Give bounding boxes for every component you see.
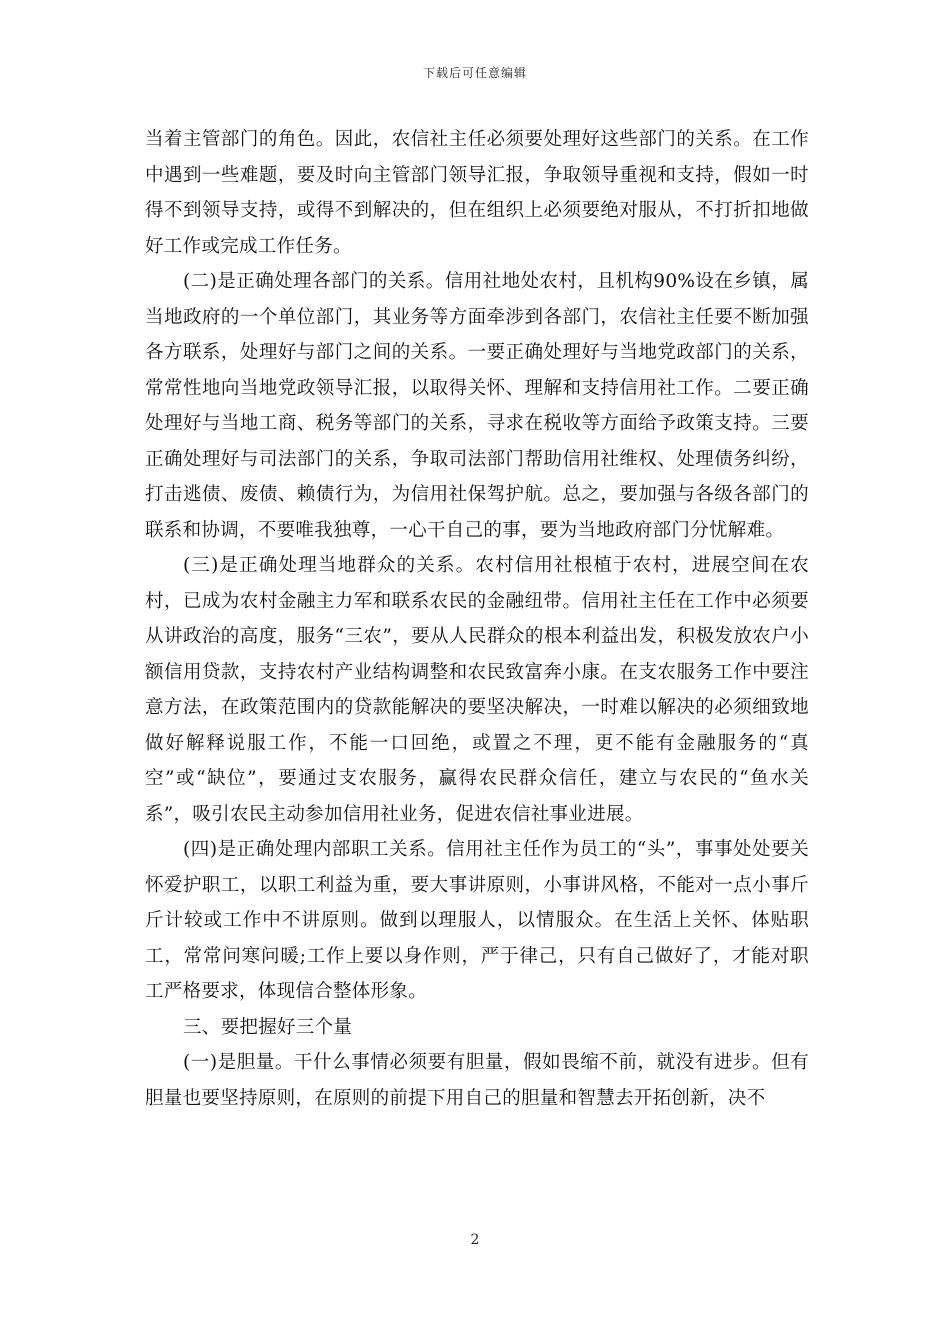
section-heading: 三、要把握好三个量: [183, 1016, 353, 1038]
page-header: 下载后可任意编辑: [422, 66, 527, 80]
paragraph-2: (二)是正确处理各部门的关系。信用社地处农村，且机构90%设在乡镇，属当地政府的一个单位部门，其业务等方面牵涉到各部门，农信社主任要不断加强各方联系，处理好与部门之间的关系。一要正确处理好与当地党政部门的关系，常常性地向当地党政领导汇报，以取得关怀、理解和支持信用社工作。二要正确处理好与当地工商、税务等部门的关系，寻求在税收等方面给予政策支持。三要正确处理好与司法部门的关系，争取司法部门帮助信用社维权、处理债务纠纷，打击逃债、废债、赖债行为，为信用社保驾护航。总之，要加强与各级各部门的联系和协调，不要唯我独尊，一心干自己的事，要为当地政府部门分忧解难。: [145, 271, 809, 541]
page-number: 2: [470, 1232, 480, 1248]
paragraph-5: (一)是胆量。干什么事情必须要有胆量，假如畏缩不前，就没有进步。但有胆量也要坚持原则，在原则的前提下用自己的胆量和智慧去开拓创新，决不: [145, 1052, 809, 1109]
paragraph-4: (四)是正确处理内部职工关系。信用社主任作为员工的“头”，事事处处要关怀爱护职工，以职工利益为重，要大事讲原则，小事讲风格，不能对一点小事斤斤计较或工作中不讲原则。做到以理服人，以情服众。在生活上关怀、体贴职工，常常问寒问暖;工作上要以身作则，严于律己，只有自己做好了，才能对职工严格要求，体现信合整体形象。: [145, 839, 809, 1002]
paragraph-1: 当着主管部门的角色。因此，农信社主任必须要处理好这些部门的关系。在工作中遇到一些难题，要及时向主管部门领导汇报，争取领导重视和支持，假如一时得不到领导支持，或得不到解决的，但在组织上必须要绝对服从，不打折扣地做好工作或完成工作任务。: [145, 129, 809, 257]
paragraph-3: (三)是正确处理当地群众的关系。农村信用社根植于农村，进展空间在农村，已成为农村金融主力军和联系农民的金融纽带。信用社主任在工作中必须要从讲政治的高度，服务“三农”，要从人民群众的根本利益出发，积极发放农户小额信用贷款，支持农村产业结构调整和农民致富奔小康。在支农服务工作中要注意方法，在政策范围内的贷款能解决的要坚决解决，一时难以解决的必须细致地做好解释说服工作，不能一口回绝，或置之不理，更不能有金融服务的“真空”或“缺位”，要通过支农服务，赢得农民群众信任，建立与农民的“鱼水关系”，吸引农民主动参加信用社业务，促进农信社事业进展。: [145, 555, 809, 825]
document-body: [145, 122, 809, 1116]
